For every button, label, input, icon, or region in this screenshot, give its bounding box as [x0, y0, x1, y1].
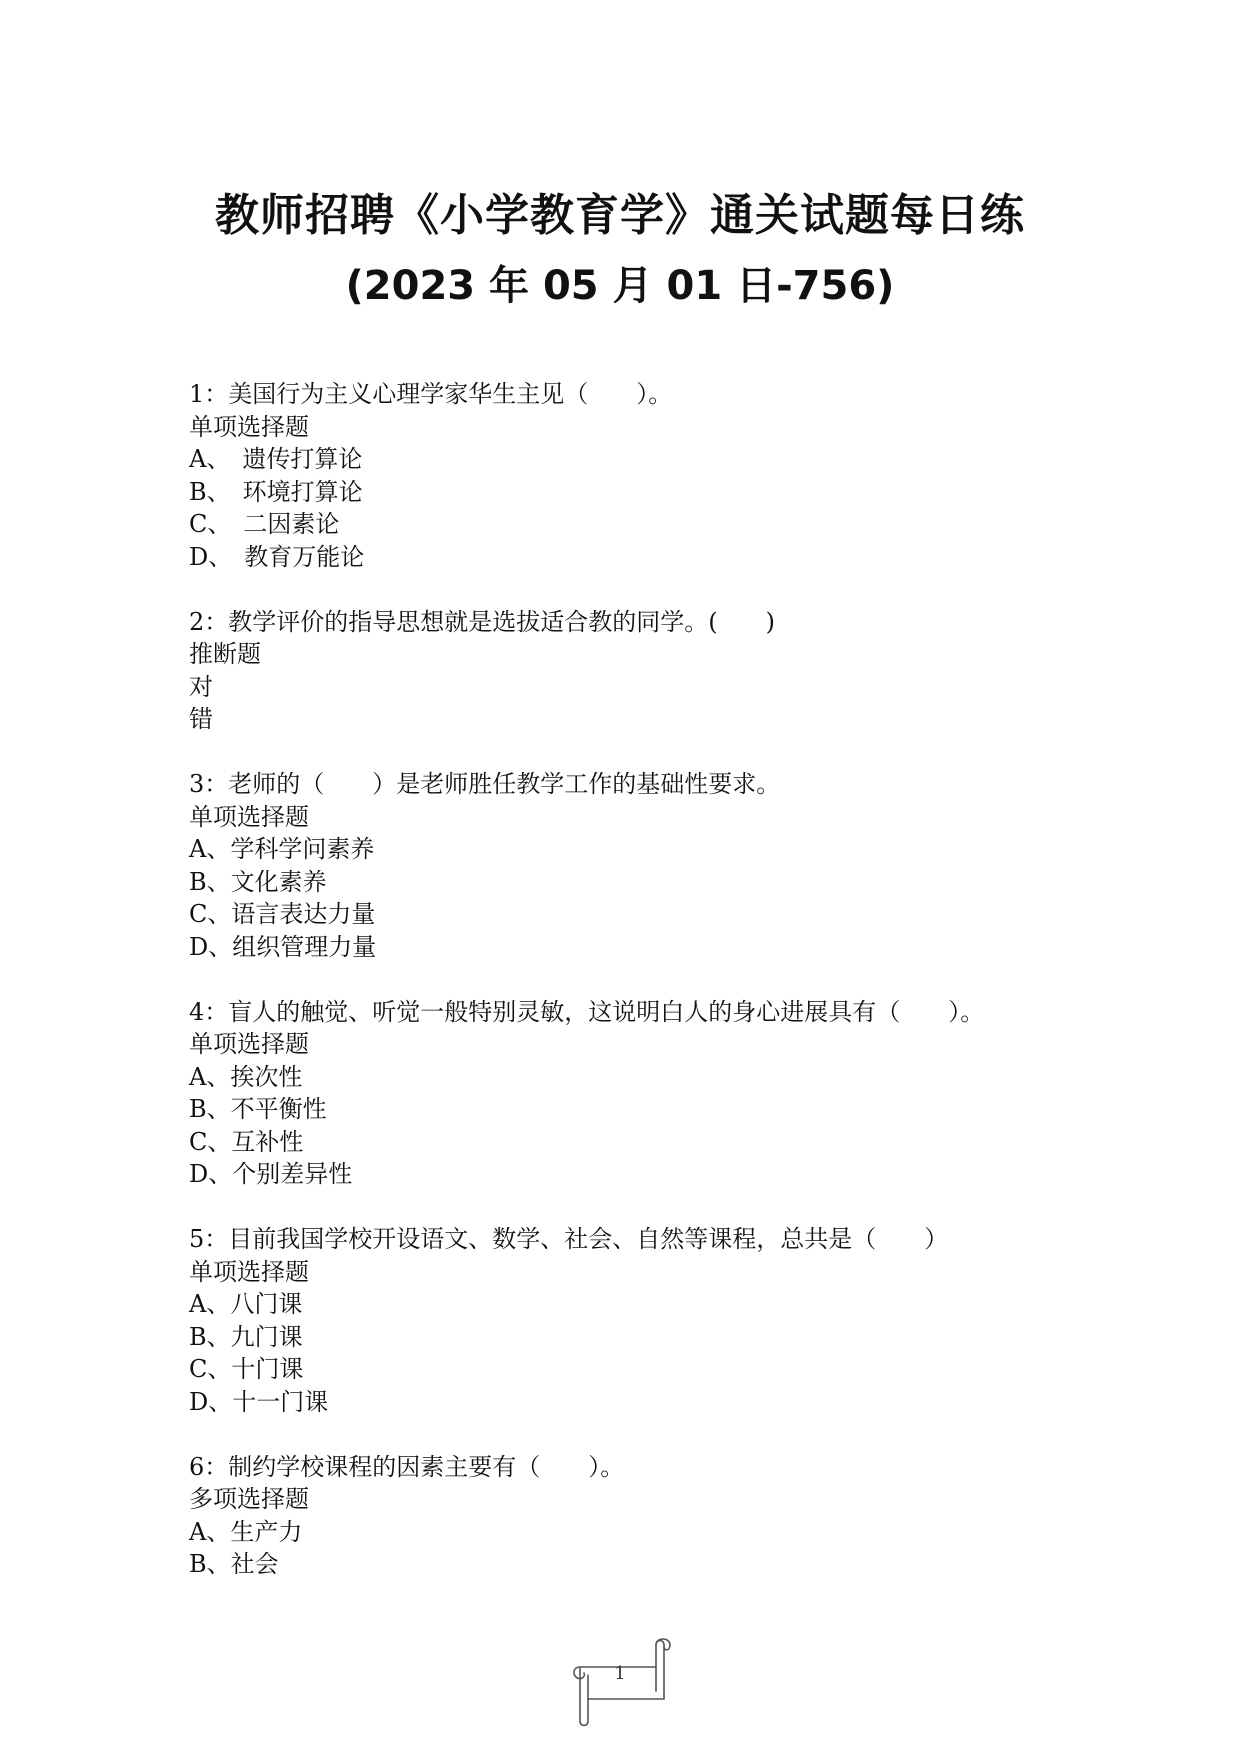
option-b: B、社会	[189, 1550, 279, 1578]
question-stem: 1：美国行为主义心理学家华生主见（ ）。	[189, 380, 673, 408]
question-type: 推断题	[189, 640, 261, 668]
option-a: A、 遗传打算论	[189, 445, 363, 473]
question-4	[189, 996, 1089, 1191]
option-b: B、文化素养	[189, 867, 327, 896]
question-type: 单项选择题	[189, 1030, 309, 1058]
page-title	[0, 186, 1240, 314]
option-c: C、十门课	[189, 1355, 304, 1383]
question-type: 多项选择题	[189, 1485, 309, 1513]
question-list	[189, 378, 1089, 1613]
option-a: A、学科学问素养	[189, 835, 375, 863]
question-5	[189, 1223, 1089, 1418]
question-3	[189, 768, 1089, 963]
option-c: C、互补性	[189, 1127, 304, 1156]
question-stem: 5：目前我国学校开设语文、数学、社会、自然等课程，总共是（ ）	[189, 1225, 949, 1253]
option-false: 错	[189, 705, 213, 733]
question-type: 单项选择题	[189, 1257, 309, 1286]
option-b: B、 环境打算论	[189, 477, 363, 506]
page-footer	[560, 1635, 680, 1727]
question-stem: 2：教学评价的指导思想就是选拔适合教的同学。( )	[189, 607, 775, 636]
page-number: 1	[614, 1663, 626, 1684]
option-a: A、生产力	[189, 1517, 303, 1546]
option-d: D、 教育万能论	[189, 542, 365, 571]
question-type: 单项选择题	[189, 412, 309, 441]
title-date: (2023 年 05 月 01 日-756)	[345, 263, 895, 309]
option-c: C、 二因素论	[189, 510, 340, 538]
option-a: A、八门课	[189, 1290, 303, 1318]
option-d: D、组织管理力量	[189, 932, 377, 961]
question-stem: 4：盲人的触觉、听觉一般特别灵敏，这说明白人的身心进展具有（ ）。	[189, 997, 985, 1026]
option-b: B、不平衡性	[189, 1095, 327, 1123]
question-6	[189, 1451, 1089, 1581]
option-a: A、挨次性	[189, 1062, 303, 1091]
option-true: 对	[189, 672, 213, 701]
question-stem: 6：制约学校课程的因素主要有（ ）。	[189, 1452, 625, 1481]
question-stem: 3：老师的（ ）是老师胜任教学工作的基础性要求。	[189, 770, 781, 798]
option-d: D、十一门课	[189, 1387, 329, 1416]
option-c: C、语言表达力量	[189, 900, 376, 928]
option-d: D、个别差异性	[189, 1160, 353, 1188]
question-1	[189, 378, 1089, 573]
title-main: 教师招聘《小学教育学》通关试题每日练	[215, 190, 1025, 241]
question-2	[189, 606, 1089, 736]
option-b: B、九门课	[189, 1322, 303, 1351]
question-type: 单项选择题	[189, 802, 309, 831]
